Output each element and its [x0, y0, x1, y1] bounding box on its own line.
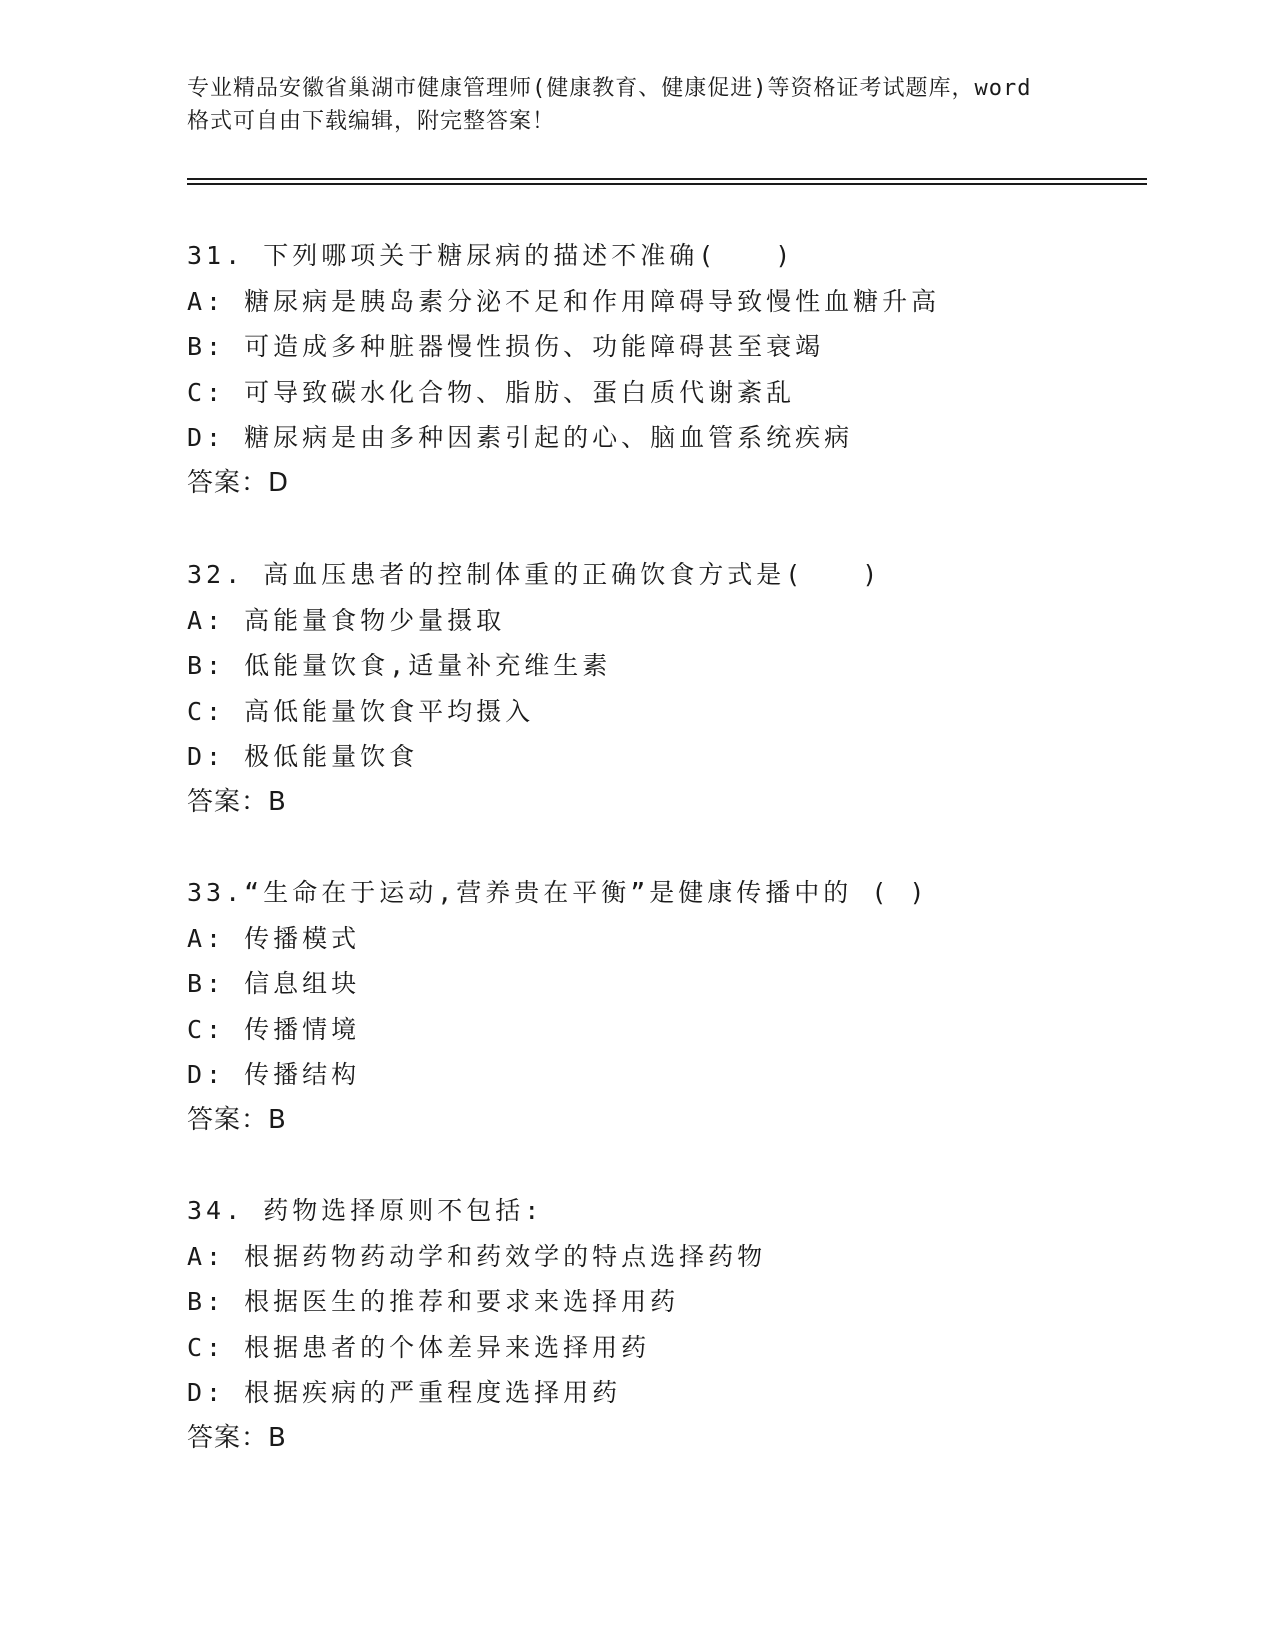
option-b: B: 可造成多种脏器慢性损伤、功能障碍甚至衰竭 — [187, 332, 825, 361]
option-c: C: 高低能量饮食平均摄入 — [187, 696, 535, 726]
option-a: A: 高能量食物少量摄取 — [187, 605, 506, 635]
option-c: C: 传播情境 — [187, 1014, 361, 1044]
option-d: D: 糖尿病是由多种因素引起的心、脑血管系统疾病 — [187, 423, 854, 452]
option-b: B: 根据医生的推荐和要求来选择用药 — [187, 1287, 680, 1316]
question-32 — [187, 552, 1147, 825]
question-stem: 34. 药物选择原则不包括: — [187, 1196, 544, 1225]
option-d: D: 根据疾病的严重程度选择用药 — [187, 1378, 622, 1407]
answer-label: 答案：B — [187, 786, 287, 817]
option-a: A: 根据药物药动学和药效学的特点选择药物 — [187, 1241, 767, 1271]
document-header — [187, 72, 1107, 138]
question-33 — [187, 870, 1147, 1143]
header-divider-top — [187, 178, 1147, 180]
question-stem: 33.“生命在于运动,营养贵在平衡”是健康传播中的 ( ) — [187, 878, 929, 907]
answer-label: 答案：D — [187, 467, 290, 498]
option-a: A: 糖尿病是胰岛素分泌不足和作用障碍导致慢性血糖升高 — [187, 286, 941, 316]
header-line-2: 格式可自由下载编辑，附完整答案！ — [187, 109, 556, 134]
question-stem: 31. 下列哪项关于糖尿病的描述不准确( ) — [187, 241, 795, 270]
header-divider-bottom — [187, 183, 1147, 185]
option-d: D: 极低能量饮食 — [187, 742, 419, 771]
answer-label: 答案：B — [187, 1104, 287, 1135]
option-c: C: 根据患者的个体差异来选择用药 — [187, 1332, 651, 1362]
option-a: A: 传播模式 — [187, 923, 361, 953]
option-c: C: 可导致碳水化合物、脂肪、蛋白质代谢紊乱 — [187, 377, 796, 407]
question-31 — [187, 233, 1147, 506]
header-line-1: 专业精品安徽省巢湖市健康管理师(健康教育、健康促进)等资格证考试题库，word — [187, 76, 1032, 101]
question-stem: 32. 高血压患者的控制体重的正确饮食方式是( ) — [187, 560, 882, 589]
question-34 — [187, 1188, 1147, 1461]
option-b: B: 信息组块 — [187, 969, 361, 998]
option-b: B: 低能量饮食,适量补充维生素 — [187, 651, 612, 680]
option-d: D: 传播结构 — [187, 1060, 361, 1089]
answer-label: 答案：B — [187, 1422, 287, 1453]
